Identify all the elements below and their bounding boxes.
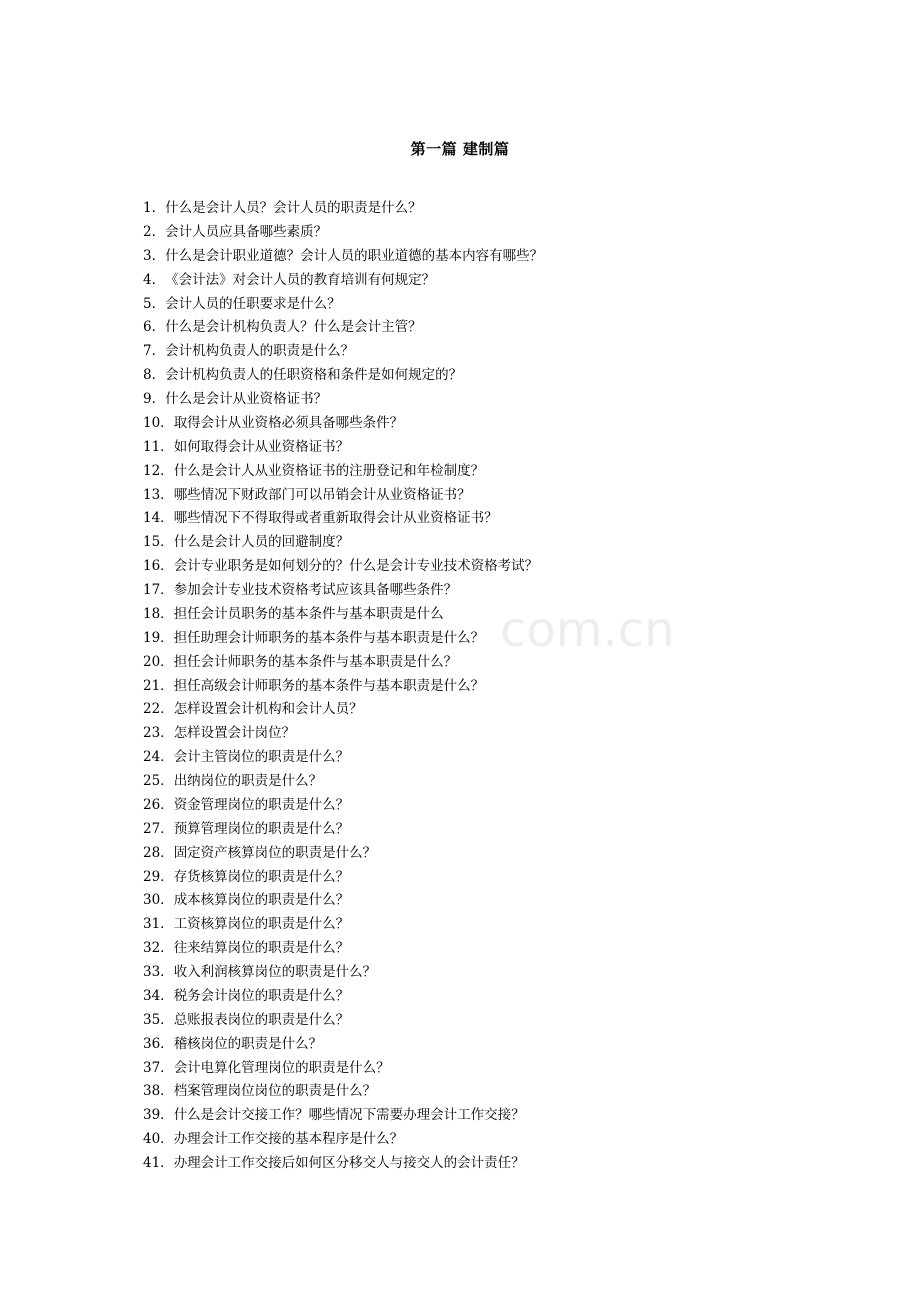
question-number: 21． — [143, 677, 174, 694]
question-item — [143, 818, 543, 842]
question-text: 担任高级会计师职务的基本条件与基本职责是什么？ — [173, 677, 485, 694]
question-text: 工资核算岗位的职责是什么？ — [173, 916, 350, 933]
question-number: 12． — [143, 462, 174, 479]
question-item — [143, 937, 543, 961]
question-number: 17． — [143, 582, 174, 598]
question-text: 会计机构负责人的职责是什么？ — [165, 343, 355, 360]
question-text: 《会计法》对会计人员的教育培训有何规定？ — [165, 271, 436, 288]
question-item — [143, 1057, 543, 1081]
question-number: 6． — [143, 319, 166, 336]
question-number: 41． — [143, 1155, 174, 1171]
question-number: 20． — [143, 653, 174, 670]
question-text: 资金管理岗位的职责是什么？ — [173, 796, 350, 813]
question-number: 7． — [143, 343, 166, 360]
question-number: 19． — [143, 629, 174, 646]
question-number: 37． — [143, 1059, 174, 1076]
question-text: 取得会计从业资格必须具备哪些条件？ — [173, 414, 404, 431]
question-item — [143, 1152, 543, 1176]
question-number: 35． — [143, 1011, 174, 1028]
question-item — [143, 985, 543, 1009]
question-item — [143, 221, 543, 245]
question-number: 24． — [143, 749, 174, 766]
question-text: 办理会计工作交接后如何区分移交人与接交人的会计责任？ — [173, 1155, 525, 1171]
question-item — [143, 316, 543, 340]
question-number: 26． — [143, 796, 174, 813]
question-text: 会计电算化管理岗位的职责是什么？ — [173, 1059, 390, 1076]
question-number: 32． — [143, 940, 174, 957]
question-item — [143, 507, 543, 531]
question-item — [143, 627, 543, 651]
question-text: 会计人员应具备哪些素质？ — [165, 223, 328, 240]
question-text: 怎样设置会计机构和会计人员？ — [173, 701, 363, 718]
question-text: 稽核岗位的职责是什么？ — [173, 1035, 323, 1052]
question-text: 如何取得会计从业资格证书？ — [173, 438, 350, 455]
question-number: 31． — [143, 916, 174, 933]
question-item — [143, 794, 543, 818]
question-text: 成本核算岗位的职责是什么？ — [173, 892, 350, 909]
question-number: 9． — [143, 391, 166, 407]
question-text: 办理会计工作交接的基本程序是什么？ — [173, 1131, 404, 1148]
question-text: 担任会计师职务的基本条件与基本职责是什么？ — [173, 653, 458, 670]
question-item — [143, 1009, 543, 1033]
question-item — [143, 364, 543, 388]
question-number: 28． — [143, 844, 174, 861]
question-item — [143, 961, 543, 985]
question-number: 16． — [143, 558, 174, 575]
question-item — [143, 866, 543, 890]
question-item — [143, 269, 543, 293]
question-text: 什么是会计职业道德？会计人员的职业道德的基本内容有哪些？ — [165, 247, 544, 264]
question-text: 什么是会计人员？会计人员的职责是什么？ — [165, 200, 422, 216]
question-text: 什么是会计人从业资格证书的注册登记和年检制度？ — [173, 462, 485, 479]
question-text: 怎样设置会计岗位？ — [173, 725, 296, 742]
question-text: 什么是会计交接工作？哪些情况下需要办理会计工作交接？ — [173, 1107, 525, 1124]
question-number: 2． — [143, 223, 166, 240]
watermark: com.cn — [500, 602, 675, 658]
question-item — [143, 245, 543, 269]
question-number: 38． — [143, 1083, 174, 1100]
question-number: 40． — [143, 1131, 174, 1148]
question-text: 往来结算岗位的职责是什么？ — [173, 940, 350, 957]
question-item — [143, 913, 543, 937]
question-number: 4． — [143, 271, 166, 288]
question-number: 8． — [143, 367, 166, 384]
question-number: 36． — [143, 1035, 174, 1052]
question-item — [143, 293, 543, 317]
question-item — [143, 388, 543, 412]
question-list — [143, 197, 543, 1176]
question-item — [143, 197, 543, 221]
question-number: 5． — [143, 295, 166, 312]
question-text: 档案管理岗位岗位的职责是什么？ — [173, 1083, 377, 1100]
question-item — [143, 603, 543, 627]
question-text: 存货核算岗位的职责是什么？ — [173, 868, 350, 885]
question-text: 收入利润核算岗位的职责是什么？ — [173, 964, 377, 980]
question-number: 33． — [143, 964, 174, 980]
question-text: 总账报表岗位的职责是什么？ — [173, 1011, 350, 1028]
question-number: 27． — [143, 820, 174, 837]
question-item — [143, 460, 543, 484]
question-text: 担任会计员职务的基本条件与基本职责是什么 — [173, 605, 444, 622]
question-number: 10． — [143, 414, 174, 431]
question-number: 11． — [143, 438, 174, 455]
question-text: 出纳岗位的职责是什么？ — [173, 773, 323, 789]
question-item — [143, 746, 543, 770]
question-item — [143, 340, 543, 364]
question-item — [143, 1080, 543, 1104]
question-text: 会计人员的任职要求是什么？ — [165, 295, 341, 312]
question-text: 什么是会计人员的回避制度？ — [173, 534, 350, 551]
question-number: 34． — [143, 987, 174, 1004]
question-item — [143, 842, 543, 866]
question-number: 18． — [143, 605, 174, 622]
question-item — [143, 651, 543, 675]
question-item — [143, 722, 543, 746]
question-item — [143, 531, 543, 555]
question-number: 3． — [143, 247, 166, 264]
question-item — [143, 436, 543, 460]
question-text: 什么是会计机构负责人？什么是会计主管？ — [165, 319, 422, 336]
question-number: 13． — [143, 486, 174, 503]
question-item — [143, 770, 543, 794]
question-number: 39． — [143, 1107, 174, 1124]
question-item — [143, 1104, 543, 1128]
question-item — [143, 484, 543, 508]
question-text: 哪些情况下财政部门可以吊销会计从业资格证书？ — [173, 486, 471, 503]
question-text: 预算管理岗位的职责是什么？ — [173, 820, 350, 837]
question-text: 担任助理会计师职务的基本条件与基本职责是什么？ — [173, 629, 485, 646]
question-number: 29． — [143, 868, 174, 885]
question-item — [143, 412, 543, 436]
question-number: 22． — [143, 701, 174, 718]
question-item — [143, 555, 543, 579]
question-text: 会计机构负责人的任职资格和条件是如何规定的？ — [165, 367, 463, 384]
question-text: 参加会计专业技术资格考试应该具备哪些条件？ — [173, 582, 458, 598]
question-text: 税务会计岗位的职责是什么？ — [173, 987, 350, 1004]
question-number: 14． — [143, 510, 174, 527]
question-number: 25． — [143, 773, 174, 789]
question-text: 固定资产核算岗位的职责是什么？ — [173, 844, 377, 861]
question-number: 23． — [143, 725, 174, 742]
question-item — [143, 1128, 543, 1152]
question-text: 会计专业职务是如何划分的？什么是会计专业技术资格考试？ — [173, 558, 539, 575]
question-item — [143, 1033, 543, 1057]
question-item — [143, 889, 543, 913]
question-number: 30． — [143, 892, 174, 909]
question-item — [143, 698, 543, 722]
question-number: 1． — [143, 200, 166, 216]
question-text: 会计主管岗位的职责是什么？ — [173, 749, 350, 766]
page-title: 第一篇 建制篇 — [410, 140, 510, 158]
question-text: 哪些情况下不得取得或者重新取得会计从业资格证书？ — [173, 510, 498, 527]
question-text: 什么是会计从业资格证书？ — [165, 391, 328, 407]
question-number: 15． — [143, 534, 174, 551]
question-item — [143, 579, 543, 603]
question-item — [143, 675, 543, 699]
